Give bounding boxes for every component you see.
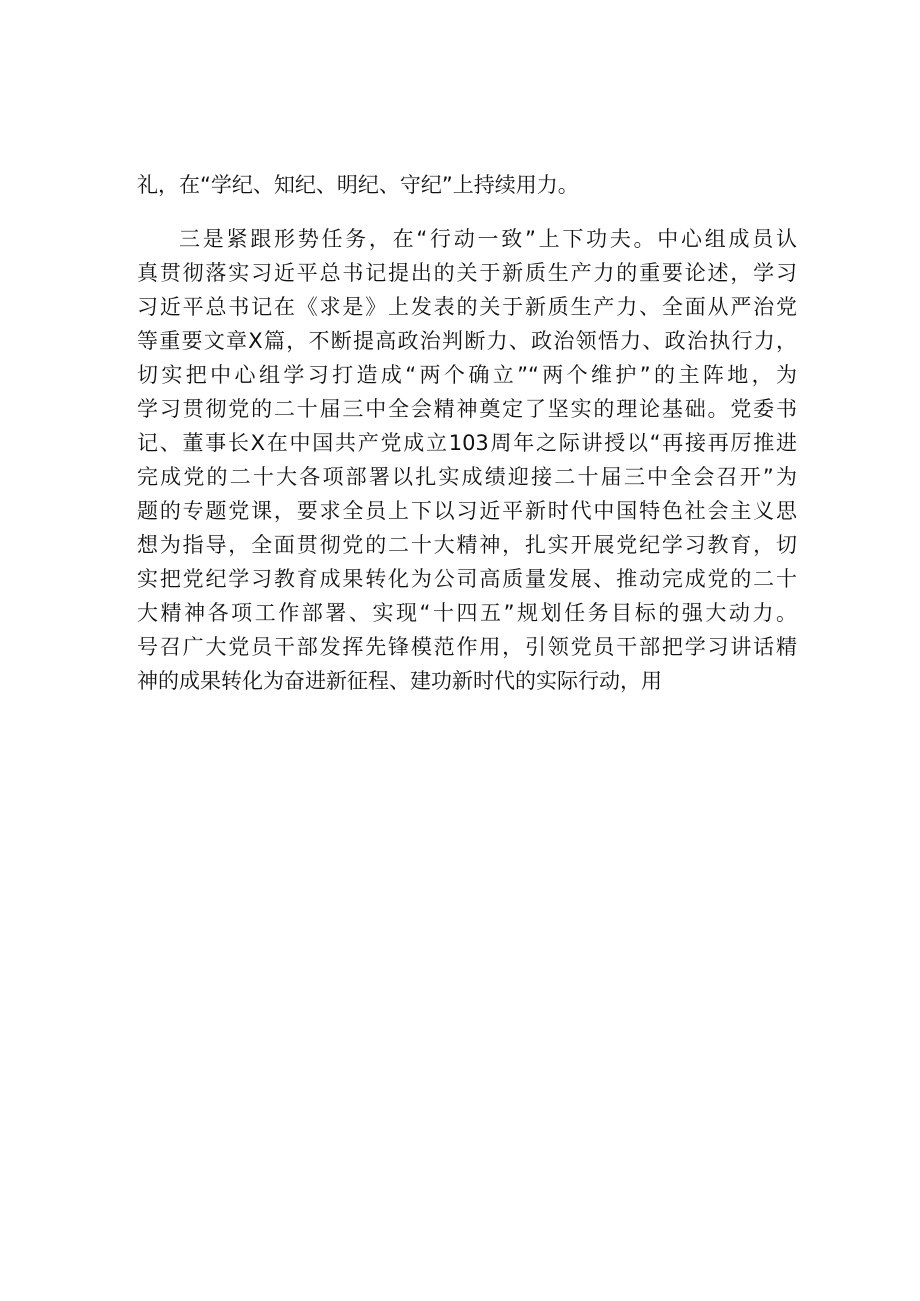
text-line: 想为指导，全面贯彻党的二十大精神，扎实开展党纪学习教育，切	[137, 533, 797, 557]
text-line: 题的专题党课，要求全员上下以习近平新时代中国特色社会主义思	[137, 499, 797, 523]
text-line: 学习贯彻党的二十届三中全会精神奠定了坚实的理论基础。党委书	[137, 397, 797, 421]
document-body	[137, 168, 797, 698]
paragraph-first-line: 三是紧跟形势任务，在“行动一致”上下功夫。中心组成员认	[179, 227, 797, 251]
text-line: 礼，在“学纪、知纪、明纪、守纪”上持续用力。	[137, 173, 579, 197]
text-line: 等重要文章X篇，不断提高政治判断力、政治领悟力、政治执行力，	[137, 329, 797, 353]
text-line: 记、董事长X在中国共产党成立103周年之际讲授以“再接再厉推进	[137, 431, 797, 455]
text-line: 习近平总书记在《求是》上发表的关于新质生产力、全面从严治党	[137, 295, 797, 319]
text-line: 切实把中心组学习打造成“两个确立”“两个维护”的主阵地，为	[137, 363, 797, 387]
text-line-last: 神的成果转化为奋进新征程、建功新时代的实际行动，用	[137, 669, 662, 693]
text-line: 大精神各项工作部署、实现“十四五”规划任务目标的强大动力。	[137, 601, 797, 625]
text-line: 实把党纪学习教育成果转化为公司高质量发展、推动完成党的二十	[137, 567, 797, 591]
text-line: 完成党的二十大各项部署以扎实成绩迎接二十届三中全会召开”为	[137, 465, 797, 489]
text-line: 真贯彻落实习近平总书记提出的关于新质生产力的重要论述，学习	[137, 261, 797, 285]
text-line: 号召广大党员干部发挥先锋模范作用，引领党员干部把学习讲话精	[137, 635, 797, 659]
